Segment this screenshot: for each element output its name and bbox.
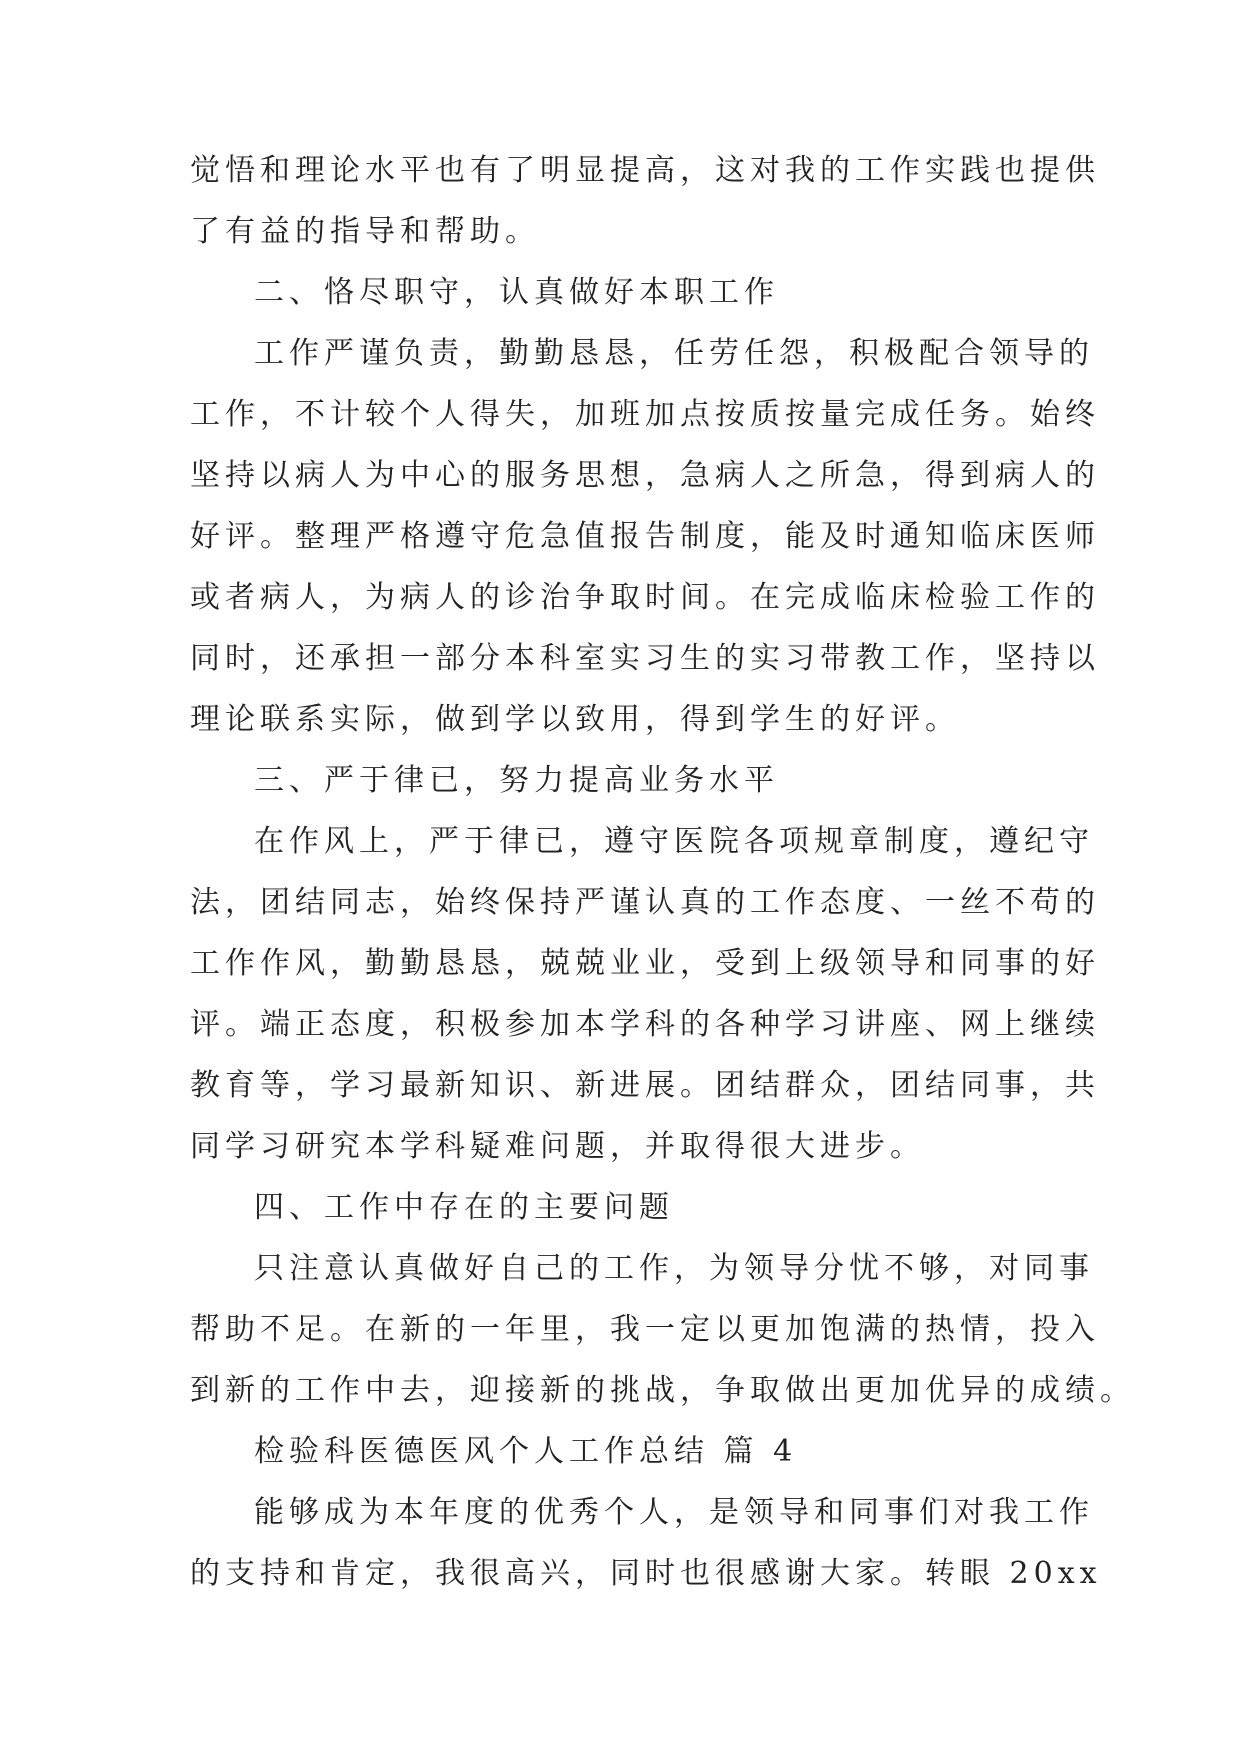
paragraph-line: 同时，还承担一部分本科室实习生的实习带教工作，坚持以: [190, 641, 1100, 676]
section-heading: 三、严于律已，努力提高业务水平: [254, 763, 779, 798]
paragraph-line: 在作风上，严于律已，遵守医院各项规章制度，遵纪守: [254, 824, 1094, 859]
paragraph-line: 觉悟和理论水平也有了明显提高，这对我的工作实践也提供: [190, 153, 1100, 188]
paragraph-line: 或者病人，为病人的诊治争取时间。在完成临床检验工作的: [190, 580, 1100, 615]
paragraph-line: 到新的工作中去，迎接新的挑战，争取做出更加优异的成绩。: [190, 1373, 1135, 1408]
paragraph-line: 法，团结同志，始终保持严谨认真的工作态度、一丝不苟的: [190, 885, 1100, 920]
paragraph-line: 工作，不计较个人得失，加班加点按质按量完成任务。始终: [190, 397, 1100, 432]
article-title: 检验科医德医风个人工作总结 篇 4: [254, 1434, 798, 1469]
paragraph-line: 同学习研究本学科疑难问题，并取得很大进步。: [190, 1129, 925, 1164]
paragraph-line: 的支持和肯定，我很高兴，同时也很感谢大家。转眼 20xx: [190, 1556, 1102, 1591]
paragraph-line: 了有益的指导和帮助。: [190, 214, 540, 249]
paragraph-line: 工作作风，勤勤恳恳，兢兢业业，受到上级领导和同事的好: [190, 946, 1100, 981]
paragraph-line: 好评。整理严格遵守危急值报告制度，能及时通知临床医师: [190, 519, 1100, 554]
document-page: [190, 140, 1135, 1604]
section-heading: 二、恪尽职守，认真做好本职工作: [254, 275, 779, 310]
paragraph-line: 教育等，学习最新知识、新进展。团结群众，团结同事，共: [190, 1068, 1100, 1103]
paragraph-line: 理论联系实际，做到学以致用，得到学生的好评。: [190, 702, 960, 737]
paragraph-line: 评。端正态度，积极参加本学科的各种学习讲座、网上继续: [190, 1007, 1100, 1042]
paragraph-line: 工作严谨负责，勤勤恳恳，任劳任怨，积极配合领导的: [254, 336, 1094, 371]
paragraph-line: 只注意认真做好自己的工作，为领导分忧不够，对同事: [254, 1251, 1094, 1286]
paragraph-line: 坚持以病人为中心的服务思想，急病人之所急，得到病人的: [190, 458, 1100, 493]
paragraph-line: 帮助不足。在新的一年里，我一定以更加饱满的热情，投入: [190, 1312, 1100, 1347]
paragraph-line: 能够成为本年度的优秀个人，是领导和同事们对我工作: [254, 1495, 1094, 1530]
section-heading: 四、工作中存在的主要问题: [254, 1190, 674, 1225]
